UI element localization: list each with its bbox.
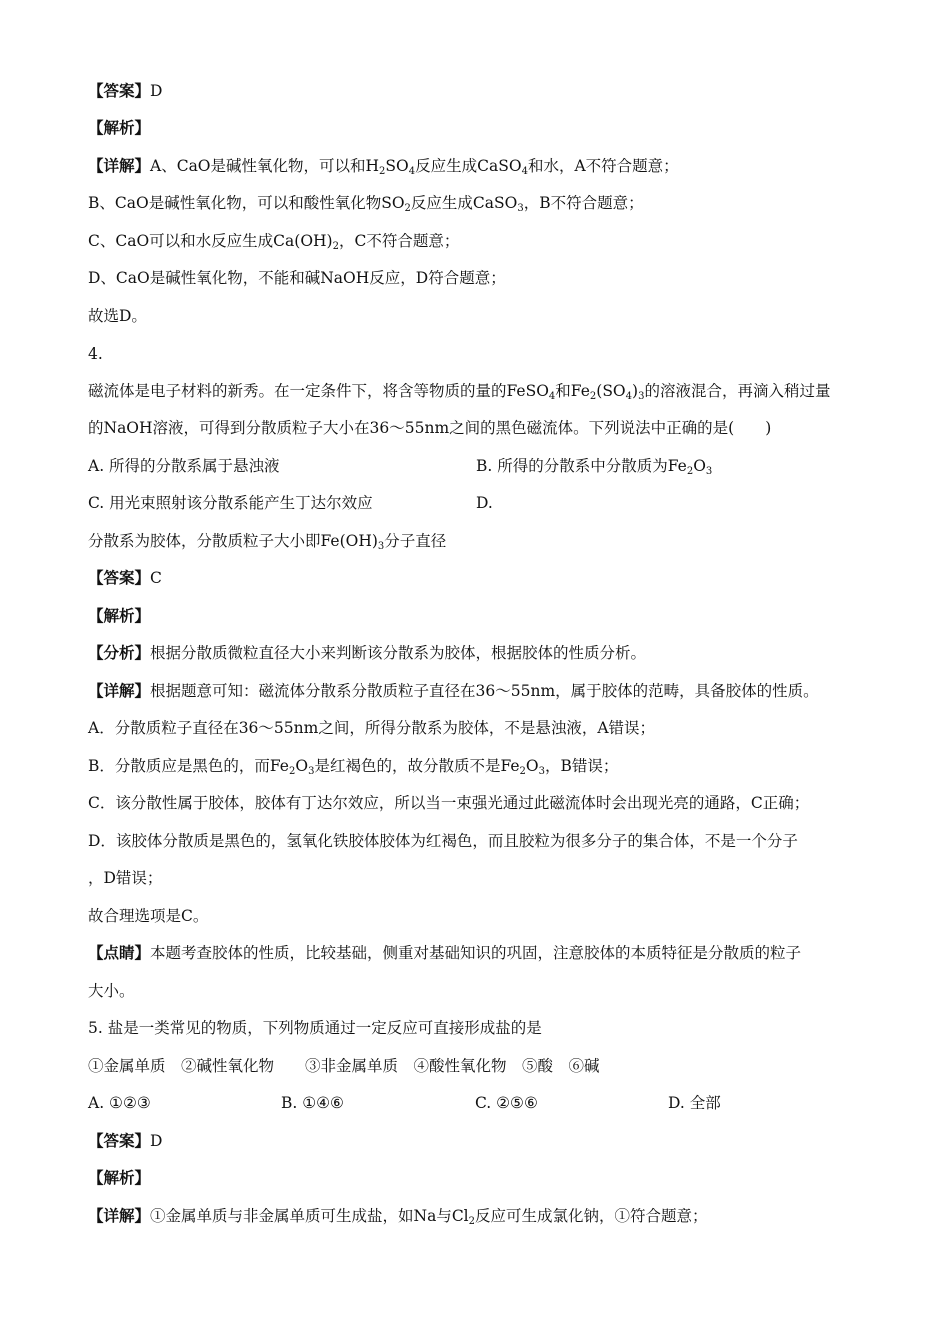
q5-stem: 5. 盐是一类常见的物质，下列物质通过一定反应可直接形成盐的是 (88, 1019, 542, 1037)
q4-detail-b: B．分散质应是黑色的，而$Fe_2O_3$是红褐色的，故分散质不是$Fe_2O_3$，B错误； (88, 757, 619, 777)
q5-answer-line: 【答案】D (88, 1131, 163, 1150)
q3-conclusion: 故选D。 (88, 307, 147, 325)
q3-detail-b: B、CaO是碱性氧化物，可以和酸性氧化物$SO_2$反应生成CaSO$_3$，B不符合题意； (88, 194, 644, 214)
q3-detail-a: 【详解】A、CaO是碱性氧化物，可以和$H_2SO_4$反应生成CaSO$_4$和水，A不符合题意； (88, 156, 679, 177)
q4-number: 4. (88, 345, 103, 363)
q3-detail-d: D、CaO是碱性氧化物，不能和碱NaOH反应，D符合题意； (88, 269, 506, 287)
q4-answer-line: 【答案】C (88, 568, 162, 587)
q4-detail-a: A．分散质粒子直径在36～55nm之间，所得分散系为胶体，不是悬浊液，A错误； (88, 719, 656, 737)
q4-fenxi: 【分析】根据分散质微粒直径大小来判断该分散系为胶体，根据胶体的性质分析。 (88, 643, 647, 662)
q4-conclusion: 故合理选项是C。 (88, 907, 209, 925)
q3-analysis-tag: 【解析】 (88, 118, 151, 137)
q5-option-b: B. ①④⑥ (281, 1094, 344, 1112)
q4-dianjing-line1: 【点睛】本题考查胶体的性质，比较基础，侧重对基础知识的巩固，注意胶体的本质特征是分散质的粒子 (88, 943, 802, 962)
q3-detail-c: C、CaO可以和水反应生成$Ca(OH)_2$，C不符合题意； (88, 232, 460, 252)
q4-detail-c: C．该分散性属于胶体，胶体有丁达尔效应，所以当一束强光通过此磁流体时会出现光亮的通路，C正确； (88, 794, 810, 812)
q4-option-a: A. 所得的分散系属于悬浊液 (88, 457, 280, 475)
q5-items: ①金属单质 ②碱性氧化物 ③非金属单质 ④酸性氧化物 ⑤酸 ⑥碱 (88, 1057, 600, 1075)
answer-value: D (150, 1132, 163, 1150)
q3-answer-line (88, 80, 162, 102)
q5-option-d: D. 全部 (668, 1094, 721, 1112)
q4-stem-line1: 磁流体是电子材料的新秀。在一定条件下，将含等物质的量的FeSO$_4$和$Fe_2(SO_4)_3$的溶液混合，再滴入稍过量 (88, 382, 831, 402)
answer-value: D (150, 82, 163, 100)
q4-detail-d-line1: D．该胶体分散质是黑色的，氢氧化铁胶体胶体为红褐色，而且胶粒为很多分子的集合体，不是一个分子 (88, 832, 798, 850)
q4-option-d-text: 分散系为胶体，分散质粒子大小即$Fe(OH)_3$分子直径 (88, 532, 447, 552)
answer-value: C (150, 569, 162, 587)
q4-option-d: D. (476, 494, 493, 512)
answer-tag: 【答案】 (88, 81, 151, 100)
q4-option-c: C. 用光束照射该分散系能产生丁达尔效应 (88, 494, 373, 512)
q4-detail-intro: 【详解】根据题意可知：磁流体分散系分散质粒子直径在36～55nm，属于胶体的范畴，具备胶体的性质。 (88, 681, 819, 700)
q5-detail: 【详解】①金属单质与非金属单质可生成盐，如Na与$Cl_2$反应可生成氯化钠，①符合题意； (88, 1206, 708, 1227)
q5-option-a: A. ①②③ (88, 1094, 151, 1112)
q4-dianjing-line2: 大小。 (88, 982, 135, 1000)
q4-detail-d-line2: ，D错误； (88, 869, 163, 887)
q4-option-b: B. 所得的分散系中分散质为$Fe_2O_3$ (476, 457, 713, 477)
q5-analysis-tag: 【解析】 (88, 1168, 151, 1187)
q4-analysis-tag: 【解析】 (88, 606, 151, 625)
q5-option-c: C. ②⑤⑥ (475, 1094, 538, 1112)
q4-stem-line2: 的NaOH溶液，可得到分散质粒子大小在36～55nm之间的黑色磁流体。下列说法中正确的是( ) (88, 419, 772, 437)
